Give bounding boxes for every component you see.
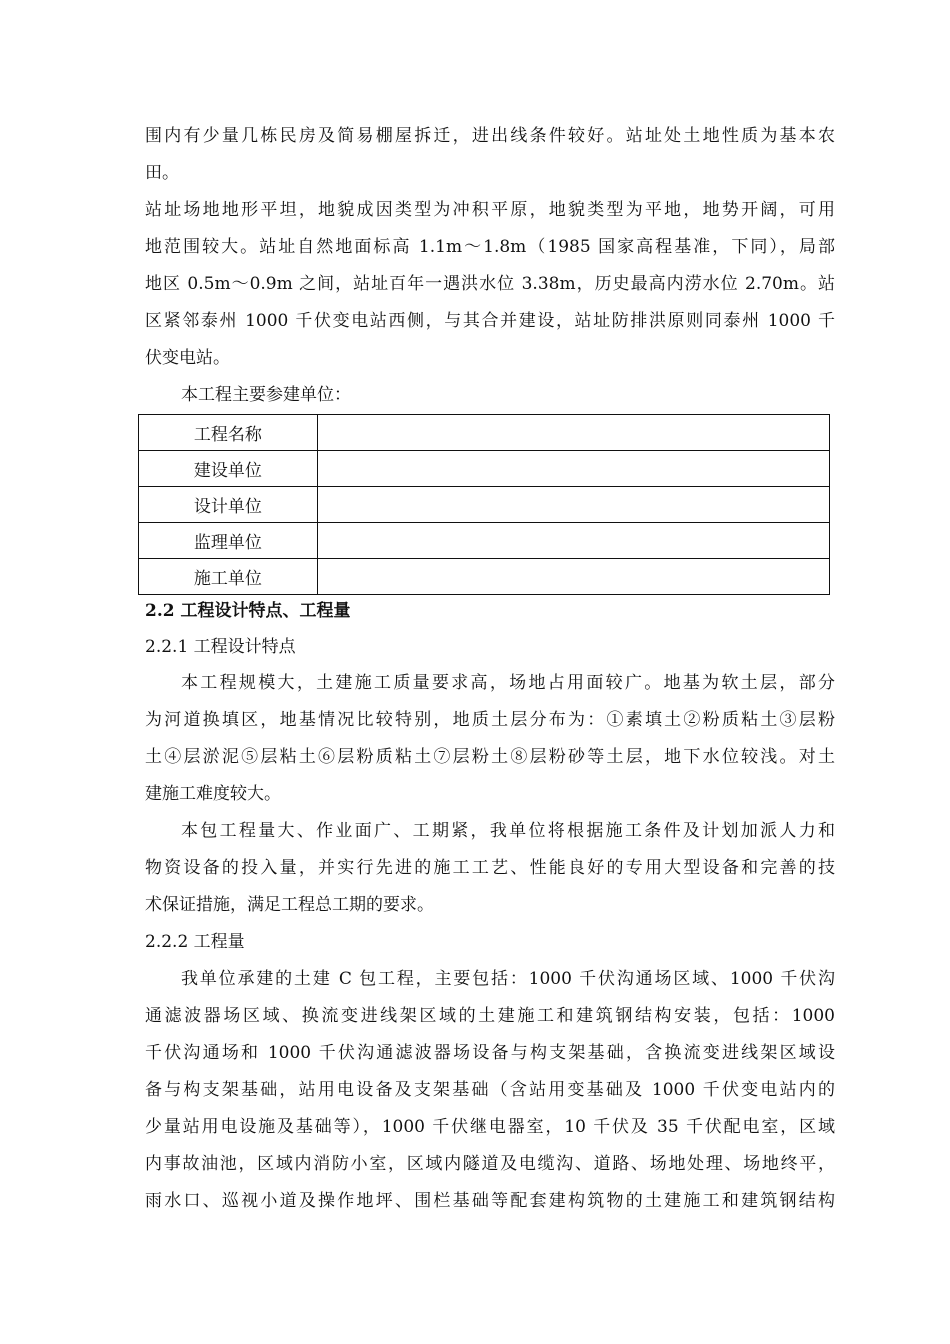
paragraph-scope-line-1: 我单位承建的土建 C 包工程，主要包括：1000 千伏沟通场区域、1000 千伏沟 <box>181 969 835 989</box>
table-row <box>139 415 830 451</box>
table-cell-label: 施工单位 <box>139 559 318 595</box>
paragraph-design-line-4: 建施工难度较大。 <box>145 784 281 804</box>
paragraph-workload-line-3: 术保证措施，满足工程总工期的要求。 <box>145 895 434 915</box>
paragraph-scope-line-4: 备与构支架基础，站用电设备及支架基础（含站用变基础及 1000 千伏变电站内的 <box>145 1080 835 1100</box>
table-cell-value <box>317 523 829 559</box>
paragraph-design-line-3: 土④层淤泥⑤层粘土⑥层粉质粘土⑦层粉土⑧层粉砂等土层，地下水位较浅。对土 <box>145 747 835 767</box>
units-table <box>138 414 830 595</box>
paragraph-workload-line-2: 物资设备的投入量，并实行先进的施工工艺、性能良好的专用大型设备和完善的技 <box>145 858 835 878</box>
table-cell-value <box>317 451 829 487</box>
paragraph-scope-line-6: 内事故油池，区域内消防小室，区域内隧道及电缆沟、道路、场地处理、场地终平， <box>145 1154 835 1174</box>
units-intro: 本工程主要参建单位： <box>181 385 351 405</box>
table-cell-value <box>317 559 829 595</box>
paragraph-site-line-5: 伏变电站。 <box>145 348 230 368</box>
paragraph-scope-line-7: 雨水口、巡视小道及操作地坪、围栏基础等配套建构筑物的土建施工和建筑钢结构 <box>145 1191 835 1211</box>
table-cell-value <box>317 487 829 523</box>
table-cell-label: 设计单位 <box>139 487 318 523</box>
paragraph-intro-line-1: 围内有少量几栋民房及简易棚屋拆迁，进出线条件较好。站址处土地性质为基本农 <box>145 126 835 146</box>
paragraph-scope-line-5: 少量站用电设施及基础等），1000 千伏继电器室，10 千伏及 35 千伏配电室，区域 <box>145 1117 835 1137</box>
table-row <box>139 523 830 559</box>
paragraph-intro-line-2: 田。 <box>145 163 179 183</box>
paragraph-site-line-1: 站址场地地形平坦，地貌成因类型为冲积平原，地貌类型为平地，地势开阔，可用 <box>145 200 835 220</box>
paragraph-scope-line-3: 千伏沟通场和 1000 千伏沟通滤波器场设备与构支架基础，含换流变进线架区域设 <box>145 1043 835 1063</box>
table-cell-value <box>317 415 829 451</box>
section-heading-2-2: 2.2 工程设计特点、工程量 <box>145 601 351 621</box>
table-row <box>139 559 830 595</box>
table-cell-label: 建设单位 <box>139 451 318 487</box>
table-row <box>139 451 830 487</box>
paragraph-design-line-1: 本工程规模大，土建施工质量要求高，场地占用面较广。地基为软土层，部分 <box>181 673 835 693</box>
section-heading-2-2-1: 2.2.1 工程设计特点 <box>145 637 296 657</box>
paragraph-workload-line-1: 本包工程量大、作业面广、工期紧，我单位将根据施工条件及计划加派人力和 <box>181 821 835 841</box>
table-cell-label: 工程名称 <box>139 415 318 451</box>
section-heading-2-2-2: 2.2.2 工程量 <box>145 932 245 952</box>
table-row <box>139 487 830 523</box>
paragraph-site-line-3: 地区 0.5m～0.9m 之间，站址百年一遇洪水位 3.38m，历史最高内涝水位 2.70m。站 <box>145 274 835 294</box>
paragraph-scope-line-2: 通滤波器场区域、换流变进线架区域的土建施工和建筑钢结构安装，包括：1000 <box>145 1006 835 1026</box>
paragraph-design-line-2: 为河道换填区，地基情况比较特别，地质土层分布为：①素填土②粉质粘土③层粉 <box>145 710 835 730</box>
paragraph-site-line-2: 地范围较大。站址自然地面标高 1.1m～1.8m（1985 国家高程基准，下同），局部 <box>145 237 835 257</box>
paragraph-site-line-4: 区紧邻泰州 1000 千伏变电站西侧，与其合并建设，站址防排洪原则同泰州 1000 千 <box>145 311 835 331</box>
table-cell-label: 监理单位 <box>139 523 318 559</box>
